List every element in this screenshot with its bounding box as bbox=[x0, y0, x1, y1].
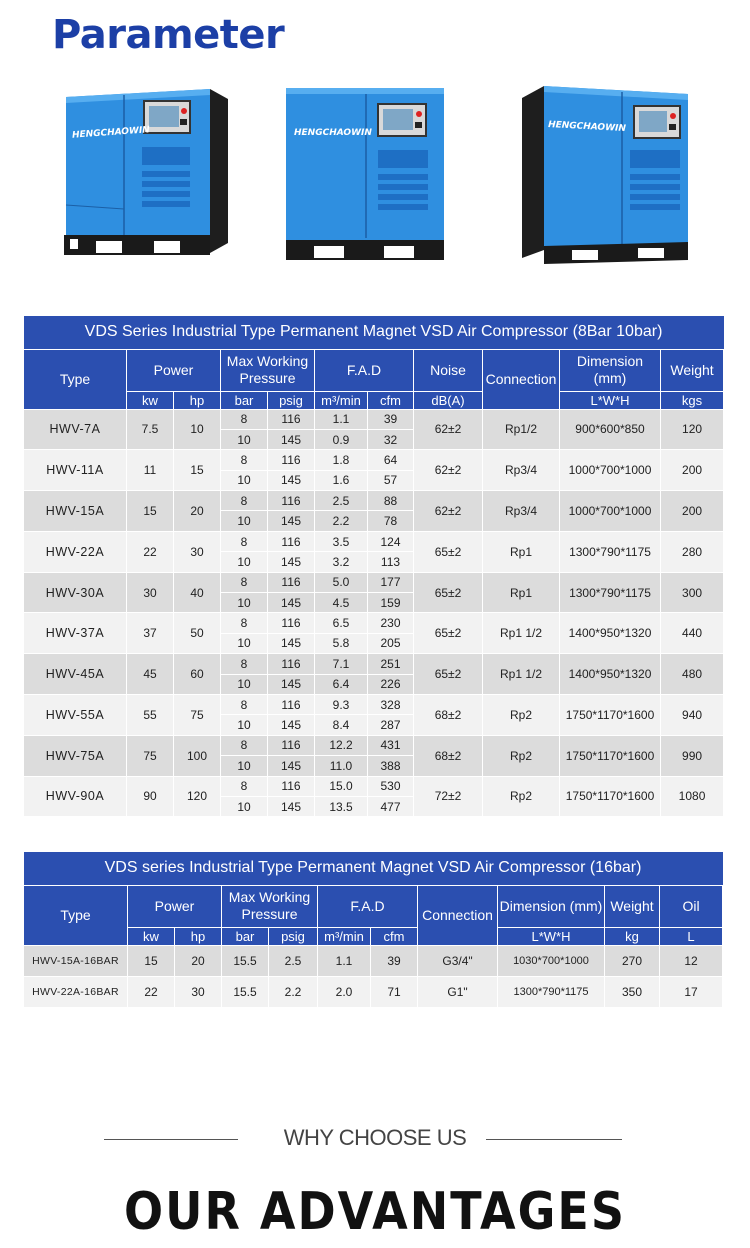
table-row bbox=[24, 531, 724, 551]
cell-weight: 120 bbox=[661, 409, 724, 450]
cell-m3min: 2.0 bbox=[318, 976, 371, 1007]
cell-type: HWV-75A bbox=[24, 735, 127, 776]
unit-lwh: L*W*H bbox=[560, 391, 661, 409]
cell-noise: 72±2 bbox=[414, 776, 483, 817]
cell-type: HWV-22A-16BAR bbox=[24, 976, 128, 1007]
cell-connection: Rp1 bbox=[483, 531, 560, 572]
unit-cfm: cfm bbox=[371, 927, 418, 945]
brand-name: HENGCHAOWIN bbox=[547, 119, 627, 135]
cell-kw: 75 bbox=[127, 735, 174, 776]
cell-m3min: 6.4 bbox=[315, 674, 368, 694]
header-dimension: Dimension (mm) bbox=[498, 885, 605, 927]
cell-psig: 145 bbox=[268, 715, 315, 735]
cell-m3min: 1.8 bbox=[315, 450, 368, 470]
header-connection: Connection bbox=[483, 349, 560, 409]
cell-oil: 17 bbox=[660, 976, 723, 1007]
cell-noise: 68±2 bbox=[414, 694, 483, 735]
table-row bbox=[24, 572, 724, 592]
header-noise: Noise bbox=[414, 349, 483, 391]
table-row bbox=[24, 450, 724, 470]
table-row bbox=[24, 409, 724, 429]
header-power: Power bbox=[128, 885, 222, 927]
header-oil: Oil bbox=[660, 885, 723, 927]
cell-bar: 10 bbox=[221, 470, 268, 490]
cell-type: HWV-15A bbox=[24, 491, 127, 532]
spec-table-16bar bbox=[23, 852, 723, 1008]
header-type: Type bbox=[24, 885, 128, 945]
cell-psig: 145 bbox=[268, 511, 315, 531]
cell-cfm: 226 bbox=[368, 674, 414, 694]
cell-weight: 350 bbox=[605, 976, 660, 1007]
table-row bbox=[24, 694, 724, 714]
cell-cfm: 124 bbox=[368, 531, 414, 551]
cell-connection: G1" bbox=[418, 976, 498, 1007]
unit-m3min: m³/min bbox=[318, 927, 371, 945]
table-row bbox=[24, 776, 724, 796]
cell-hp: 30 bbox=[175, 976, 222, 1007]
cell-kw: 15 bbox=[127, 491, 174, 532]
cell-m3min: 9.3 bbox=[315, 694, 368, 714]
cell-bar: 8 bbox=[221, 491, 268, 511]
cell-noise: 68±2 bbox=[414, 735, 483, 776]
cell-hp: 10 bbox=[174, 409, 221, 450]
unit-hp: hp bbox=[175, 927, 222, 945]
cell-bar: 8 bbox=[221, 531, 268, 551]
cell-weight: 280 bbox=[661, 531, 724, 572]
cell-psig: 145 bbox=[268, 796, 315, 816]
cell-cfm: 177 bbox=[368, 572, 414, 592]
cell-type: HWV-30A bbox=[24, 572, 127, 613]
cell-hp: 100 bbox=[174, 735, 221, 776]
cell-type: HWV-45A bbox=[24, 654, 127, 695]
unit-psig: psig bbox=[269, 927, 318, 945]
cell-bar: 10 bbox=[221, 429, 268, 449]
cell-cfm: 39 bbox=[368, 409, 414, 429]
cell-bar: 10 bbox=[221, 511, 268, 531]
cell-cfm: 88 bbox=[368, 491, 414, 511]
cell-connection: Rp1/2 bbox=[483, 409, 560, 450]
our-advantages-heading: OUR ADVANTAGES bbox=[124, 1180, 626, 1242]
table-caption: VDS Series Industrial Type Permanent Magnet VSD Air Compressor (8Bar 10bar) bbox=[24, 316, 724, 349]
cell-m3min: 4.5 bbox=[315, 593, 368, 613]
cell-psig: 145 bbox=[268, 674, 315, 694]
cell-bar: 8 bbox=[221, 450, 268, 470]
page-title: Parameter bbox=[52, 12, 285, 58]
cell-noise: 65±2 bbox=[414, 613, 483, 654]
cell-m3min: 2.5 bbox=[315, 491, 368, 511]
cell-hp: 50 bbox=[174, 613, 221, 654]
cell-noise: 62±2 bbox=[414, 450, 483, 491]
cell-cfm: 328 bbox=[368, 694, 414, 714]
cell-hp: 120 bbox=[174, 776, 221, 817]
cell-weight: 440 bbox=[661, 613, 724, 654]
cell-psig: 145 bbox=[268, 633, 315, 653]
table-row bbox=[24, 491, 724, 511]
cell-cfm: 230 bbox=[368, 613, 414, 633]
header-power: Power bbox=[127, 349, 221, 391]
cell-cfm: 431 bbox=[368, 735, 414, 755]
cell-dimension: 1300*790*1175 bbox=[498, 976, 605, 1007]
cell-type: HWV-11A bbox=[24, 450, 127, 491]
table-row bbox=[24, 976, 723, 1007]
cell-m3min: 13.5 bbox=[315, 796, 368, 816]
table-body bbox=[24, 409, 724, 817]
header-connection: Connection bbox=[418, 885, 498, 945]
cell-psig: 116 bbox=[268, 776, 315, 796]
cell-dimension: 1030*700*1000 bbox=[498, 945, 605, 976]
cell-noise: 65±2 bbox=[414, 654, 483, 695]
cell-m3min: 3.2 bbox=[315, 552, 368, 572]
cell-kw: 90 bbox=[127, 776, 174, 817]
cell-cfm: 159 bbox=[368, 593, 414, 613]
cell-m3min: 11.0 bbox=[315, 756, 368, 776]
cell-connection: Rp2 bbox=[483, 735, 560, 776]
header-type: Type bbox=[24, 349, 127, 409]
cell-connection: Rp2 bbox=[483, 776, 560, 817]
cell-psig: 2.5 bbox=[269, 945, 318, 976]
cell-m3min: 2.2 bbox=[315, 511, 368, 531]
cell-m3min: 1.1 bbox=[315, 409, 368, 429]
cell-kw: 11 bbox=[127, 450, 174, 491]
cell-cfm: 287 bbox=[368, 715, 414, 735]
unit-kw: kw bbox=[128, 927, 175, 945]
cell-m3min: 8.4 bbox=[315, 715, 368, 735]
cell-bar: 15.5 bbox=[222, 976, 269, 1007]
cell-dimension: 1000*700*1000 bbox=[560, 491, 661, 532]
cell-psig: 116 bbox=[268, 735, 315, 755]
cell-cfm: 205 bbox=[368, 633, 414, 653]
cell-bar: 8 bbox=[221, 654, 268, 674]
cell-m3min: 3.5 bbox=[315, 531, 368, 551]
unit-lwh: L*W*H bbox=[498, 927, 605, 945]
cell-kw: 30 bbox=[127, 572, 174, 613]
cell-kw: 7.5 bbox=[127, 409, 174, 450]
unit-l: L bbox=[660, 927, 723, 945]
cell-weight: 990 bbox=[661, 735, 724, 776]
cell-kw: 37 bbox=[127, 613, 174, 654]
cell-weight: 200 bbox=[661, 491, 724, 532]
cell-type: HWV-55A bbox=[24, 694, 127, 735]
cell-m3min: 5.0 bbox=[315, 572, 368, 592]
unit-m3min: m³/min bbox=[315, 391, 368, 409]
cell-psig: 116 bbox=[268, 654, 315, 674]
cell-cfm: 251 bbox=[368, 654, 414, 674]
cell-cfm: 57 bbox=[368, 470, 414, 490]
cell-bar: 10 bbox=[221, 552, 268, 572]
cell-type: HWV-22A bbox=[24, 531, 127, 572]
cell-dimension: 1750*1170*1600 bbox=[560, 694, 661, 735]
cell-noise: 65±2 bbox=[414, 572, 483, 613]
cell-psig: 145 bbox=[268, 756, 315, 776]
cell-kw: 22 bbox=[128, 976, 175, 1007]
cell-hp: 20 bbox=[174, 491, 221, 532]
cell-m3min: 15.0 bbox=[315, 776, 368, 796]
cell-type: HWV-15A-16BAR bbox=[24, 945, 128, 976]
cell-dimension: 1300*790*1175 bbox=[560, 531, 661, 572]
cell-psig: 116 bbox=[268, 531, 315, 551]
unit-bar: bar bbox=[222, 927, 269, 945]
cell-hp: 40 bbox=[174, 572, 221, 613]
cell-weight: 200 bbox=[661, 450, 724, 491]
unit-psig: psig bbox=[268, 391, 315, 409]
cell-type: HWV-7A bbox=[24, 409, 127, 450]
unit-hp: hp bbox=[174, 391, 221, 409]
cell-psig: 145 bbox=[268, 552, 315, 572]
cell-kw: 45 bbox=[127, 654, 174, 695]
cell-bar: 10 bbox=[221, 633, 268, 653]
cell-cfm: 477 bbox=[368, 796, 414, 816]
unit-bar: bar bbox=[221, 391, 268, 409]
cell-m3min: 1.6 bbox=[315, 470, 368, 490]
cell-psig: 116 bbox=[268, 409, 315, 429]
cell-cfm: 32 bbox=[368, 429, 414, 449]
spec-table-8-10bar bbox=[23, 316, 724, 817]
cell-psig: 2.2 bbox=[269, 976, 318, 1007]
cell-oil: 12 bbox=[660, 945, 723, 976]
table-caption: VDS series Industrial Type Permanent Magnet VSD Air Compressor (16bar) bbox=[24, 852, 723, 885]
table-row bbox=[24, 654, 724, 674]
cell-cfm: 388 bbox=[368, 756, 414, 776]
unit-kg: kg bbox=[605, 927, 660, 945]
cell-m3min: 12.2 bbox=[315, 735, 368, 755]
cell-bar: 10 bbox=[221, 756, 268, 776]
cell-cfm: 78 bbox=[368, 511, 414, 531]
table-row bbox=[24, 945, 723, 976]
cell-bar: 15.5 bbox=[222, 945, 269, 976]
cell-cfm: 530 bbox=[368, 776, 414, 796]
cell-hp: 30 bbox=[174, 531, 221, 572]
air-compressor-image-right bbox=[518, 84, 694, 266]
cell-cfm: 39 bbox=[371, 945, 418, 976]
cell-hp: 20 bbox=[175, 945, 222, 976]
cell-weight: 300 bbox=[661, 572, 724, 613]
cell-dimension: 1300*790*1175 bbox=[560, 572, 661, 613]
cell-dimension: 1750*1170*1600 bbox=[560, 776, 661, 817]
cell-type: HWV-90A bbox=[24, 776, 127, 817]
cell-noise: 62±2 bbox=[414, 409, 483, 450]
cell-kw: 22 bbox=[127, 531, 174, 572]
cell-bar: 8 bbox=[221, 694, 268, 714]
cell-dimension: 900*600*850 bbox=[560, 409, 661, 450]
cell-weight: 940 bbox=[661, 694, 724, 735]
cell-psig: 145 bbox=[268, 470, 315, 490]
cell-connection: Rp1 bbox=[483, 572, 560, 613]
cell-psig: 116 bbox=[268, 613, 315, 633]
header-fad: F.A.D bbox=[318, 885, 418, 927]
cell-bar: 10 bbox=[221, 796, 268, 816]
header-max-working-pressure: Max Working Pressure bbox=[222, 885, 318, 927]
cell-psig: 116 bbox=[268, 450, 315, 470]
cell-noise: 62±2 bbox=[414, 491, 483, 532]
unit-kgs: kgs bbox=[661, 391, 724, 409]
cell-type: HWV-37A bbox=[24, 613, 127, 654]
table-body bbox=[24, 945, 723, 1007]
brand-name: HENGCHAOWIN bbox=[71, 125, 151, 141]
header-fad: F.A.D bbox=[315, 349, 414, 391]
header-max-working-pressure: Max Working Pressure bbox=[221, 349, 315, 391]
unit-kw: kw bbox=[127, 391, 174, 409]
cell-m3min: 1.1 bbox=[318, 945, 371, 976]
why-choose-us-heading: WHY CHOOSE US bbox=[283, 1125, 467, 1150]
cell-psig: 116 bbox=[268, 694, 315, 714]
cell-dimension: 1750*1170*1600 bbox=[560, 735, 661, 776]
cell-m3min: 6.5 bbox=[315, 613, 368, 633]
cell-connection: Rp1 1/2 bbox=[483, 613, 560, 654]
air-compressor-image-front bbox=[284, 86, 448, 264]
cell-kw: 15 bbox=[128, 945, 175, 976]
cell-hp: 60 bbox=[174, 654, 221, 695]
cell-bar: 8 bbox=[221, 613, 268, 633]
cell-bar: 8 bbox=[221, 735, 268, 755]
cell-weight: 1080 bbox=[661, 776, 724, 817]
cell-connection: Rp1 1/2 bbox=[483, 654, 560, 695]
table-row bbox=[24, 735, 724, 755]
cell-cfm: 113 bbox=[368, 552, 414, 572]
cell-connection: Rp3/4 bbox=[483, 491, 560, 532]
cell-cfm: 71 bbox=[371, 976, 418, 1007]
cell-bar: 10 bbox=[221, 715, 268, 735]
cell-cfm: 64 bbox=[368, 450, 414, 470]
header-weight: Weight bbox=[661, 349, 724, 391]
header-dimension: Dimension (mm) bbox=[560, 349, 661, 391]
air-compressor-image-left bbox=[60, 85, 236, 261]
cell-psig: 116 bbox=[268, 572, 315, 592]
cell-hp: 15 bbox=[174, 450, 221, 491]
header-weight: Weight bbox=[605, 885, 660, 927]
cell-connection: Rp3/4 bbox=[483, 450, 560, 491]
cell-dimension: 1400*950*1320 bbox=[560, 654, 661, 695]
cell-weight: 480 bbox=[661, 654, 724, 695]
cell-bar: 10 bbox=[221, 674, 268, 694]
cell-bar: 8 bbox=[221, 409, 268, 429]
cell-dimension: 1400*950*1320 bbox=[560, 613, 661, 654]
cell-dimension: 1000*700*1000 bbox=[560, 450, 661, 491]
cell-m3min: 0.9 bbox=[315, 429, 368, 449]
cell-noise: 65±2 bbox=[414, 531, 483, 572]
cell-hp: 75 bbox=[174, 694, 221, 735]
cell-m3min: 5.8 bbox=[315, 633, 368, 653]
cell-connection: G3/4" bbox=[418, 945, 498, 976]
cell-bar: 8 bbox=[221, 776, 268, 796]
cell-psig: 116 bbox=[268, 491, 315, 511]
cell-psig: 145 bbox=[268, 429, 315, 449]
table-row bbox=[24, 613, 724, 633]
unit-cfm: cfm bbox=[368, 391, 414, 409]
cell-bar: 8 bbox=[221, 572, 268, 592]
cell-psig: 145 bbox=[268, 593, 315, 613]
cell-weight: 270 bbox=[605, 945, 660, 976]
unit-dba: dB(A) bbox=[414, 391, 483, 409]
brand-name: HENGCHAOWIN bbox=[294, 128, 372, 138]
cell-kw: 55 bbox=[127, 694, 174, 735]
cell-m3min: 7.1 bbox=[315, 654, 368, 674]
cell-connection: Rp2 bbox=[483, 694, 560, 735]
cell-bar: 10 bbox=[221, 593, 268, 613]
